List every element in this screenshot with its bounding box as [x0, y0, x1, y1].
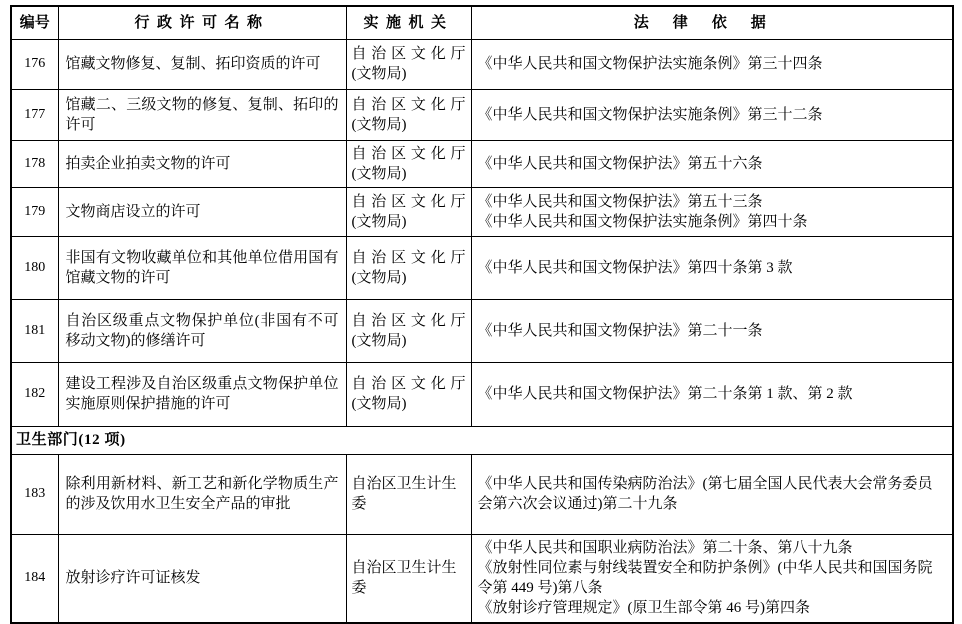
table-row	[11, 454, 953, 534]
agency-line: 自治区文化厅	[351, 96, 466, 113]
table-row	[11, 534, 953, 623]
legal-basis-cell	[471, 362, 953, 426]
permit-name-cell: 除利用新材料、新工艺和新化学物质生产的涉及饮用水卫生安全产品的审批	[58, 454, 346, 534]
agency-line: 自治区卫生计生委	[351, 560, 457, 597]
agency-cell	[346, 454, 471, 534]
permit-name-cell: 拍卖企业拍卖文物的许可	[58, 140, 346, 187]
agency-line: (文物局)	[351, 332, 407, 349]
agency-line: 自治区文化厅	[351, 193, 466, 210]
agency-cell	[346, 140, 471, 187]
agency-cell	[346, 236, 471, 299]
header-id: 编号	[11, 6, 58, 39]
agency-cell	[346, 299, 471, 362]
row-number: 176	[11, 39, 58, 89]
law-line: 《中华人民共和国文物保护法》第五十六条	[477, 155, 763, 172]
table-row	[11, 140, 953, 187]
law-line: 《中华人民共和国文物保护法实施条例》第三十四条	[477, 56, 823, 72]
agency-cell	[346, 89, 471, 140]
agency-line: 自治区文化厅	[351, 312, 466, 329]
header-agency: 实施机关	[346, 6, 471, 39]
permit-name-cell: 放射诊疗许可证核发	[58, 534, 346, 623]
agency-line: 自治区文化厅	[351, 145, 466, 162]
agency-line: 自治区卫生计生委	[351, 476, 457, 512]
law-line: 《中华人民共和国文物保护法》第四十条第 3 款	[477, 259, 793, 276]
agency-cell	[346, 362, 471, 426]
legal-basis-cell	[471, 187, 953, 236]
law-line: 《中华人民共和国文物保护法》第二十一条	[477, 322, 763, 339]
law-line: 《中华人民共和国传染病防治法》(第七届全国人民代表大会常务委员会第六次会议通过)第二十九条	[477, 476, 933, 512]
agency-line: 自治区文化厅	[351, 46, 466, 62]
legal-basis-cell	[471, 39, 953, 89]
legal-basis-cell	[471, 454, 953, 534]
law-line: 《中华人民共和国文物保护法》第二十条第 1 款、第 2 款	[477, 386, 853, 402]
permit-name-cell: 馆藏文物修复、复制、拓印资质的许可	[58, 39, 346, 89]
permit-name-cell: 非国有文物收藏单位和其他单位借用国有馆藏文物的许可	[58, 236, 346, 299]
table-row	[11, 39, 953, 89]
row-number: 179	[11, 187, 58, 236]
section-row	[11, 426, 953, 454]
agency-line: (文物局)	[351, 116, 407, 133]
law-line: 《放射性同位素与射线装置安全和防护条例》(中华人民共和国国务院令第 449 号)第八条	[477, 560, 933, 597]
legal-basis-cell	[471, 89, 953, 140]
row-number: 181	[11, 299, 58, 362]
agency-cell	[346, 187, 471, 236]
legal-basis-cell	[471, 299, 953, 362]
permit-name-cell: 自治区级重点文物保护单位(非国有不可移动文物)的修缮许可	[58, 299, 346, 362]
header-permit-name: 行政许可名称	[58, 6, 346, 39]
agency-line: (文物局)	[351, 269, 407, 286]
row-number: 184	[11, 534, 58, 623]
law-line: 《中华人民共和国文物保护法》第五十三条	[477, 193, 763, 210]
table-body	[11, 39, 953, 623]
permit-name-cell: 文物商店设立的许可	[58, 187, 346, 236]
row-number: 180	[11, 236, 58, 299]
agency-line: (文物局)	[351, 165, 407, 182]
agency-line: 自治区文化厅	[351, 249, 466, 266]
law-line: 《中华人民共和国职业病防治法》第二十条、第八十九条	[477, 540, 853, 557]
law-line: 《放射诊疗管理规定》(原卫生部令第 46 号)第四条	[477, 600, 810, 617]
row-number: 183	[11, 454, 58, 534]
table-row	[11, 299, 953, 362]
row-number: 178	[11, 140, 58, 187]
permit-name-cell: 馆藏二、三级文物的修复、复制、拓印的许可	[58, 89, 346, 140]
agency-cell	[346, 534, 471, 623]
law-line: 《中华人民共和国文物保护法实施条例》第三十二条	[477, 106, 823, 123]
permits-table	[10, 5, 954, 624]
permit-name-cell: 建设工程涉及自治区级重点文物保护单位实施原则保护措施的许可	[58, 362, 346, 426]
agency-line: (文物局)	[351, 66, 407, 82]
table-row	[11, 187, 953, 236]
row-number: 177	[11, 89, 58, 140]
row-number: 182	[11, 362, 58, 426]
header-row	[11, 6, 953, 39]
law-line: 《中华人民共和国文物保护法实施条例》第四十条	[477, 213, 808, 230]
table-row	[11, 236, 953, 299]
table-row	[11, 362, 953, 426]
legal-basis-cell	[471, 534, 953, 623]
agency-line: (文物局)	[351, 213, 407, 230]
section-label: 卫生部门(12 项)	[11, 426, 953, 454]
legal-basis-cell	[471, 236, 953, 299]
header-legal-basis: 法律依据	[471, 6, 953, 39]
agency-cell	[346, 39, 471, 89]
agency-line: (文物局)	[351, 396, 407, 412]
agency-line: 自治区文化厅	[351, 376, 466, 392]
table-row	[11, 89, 953, 140]
legal-basis-cell	[471, 140, 953, 187]
